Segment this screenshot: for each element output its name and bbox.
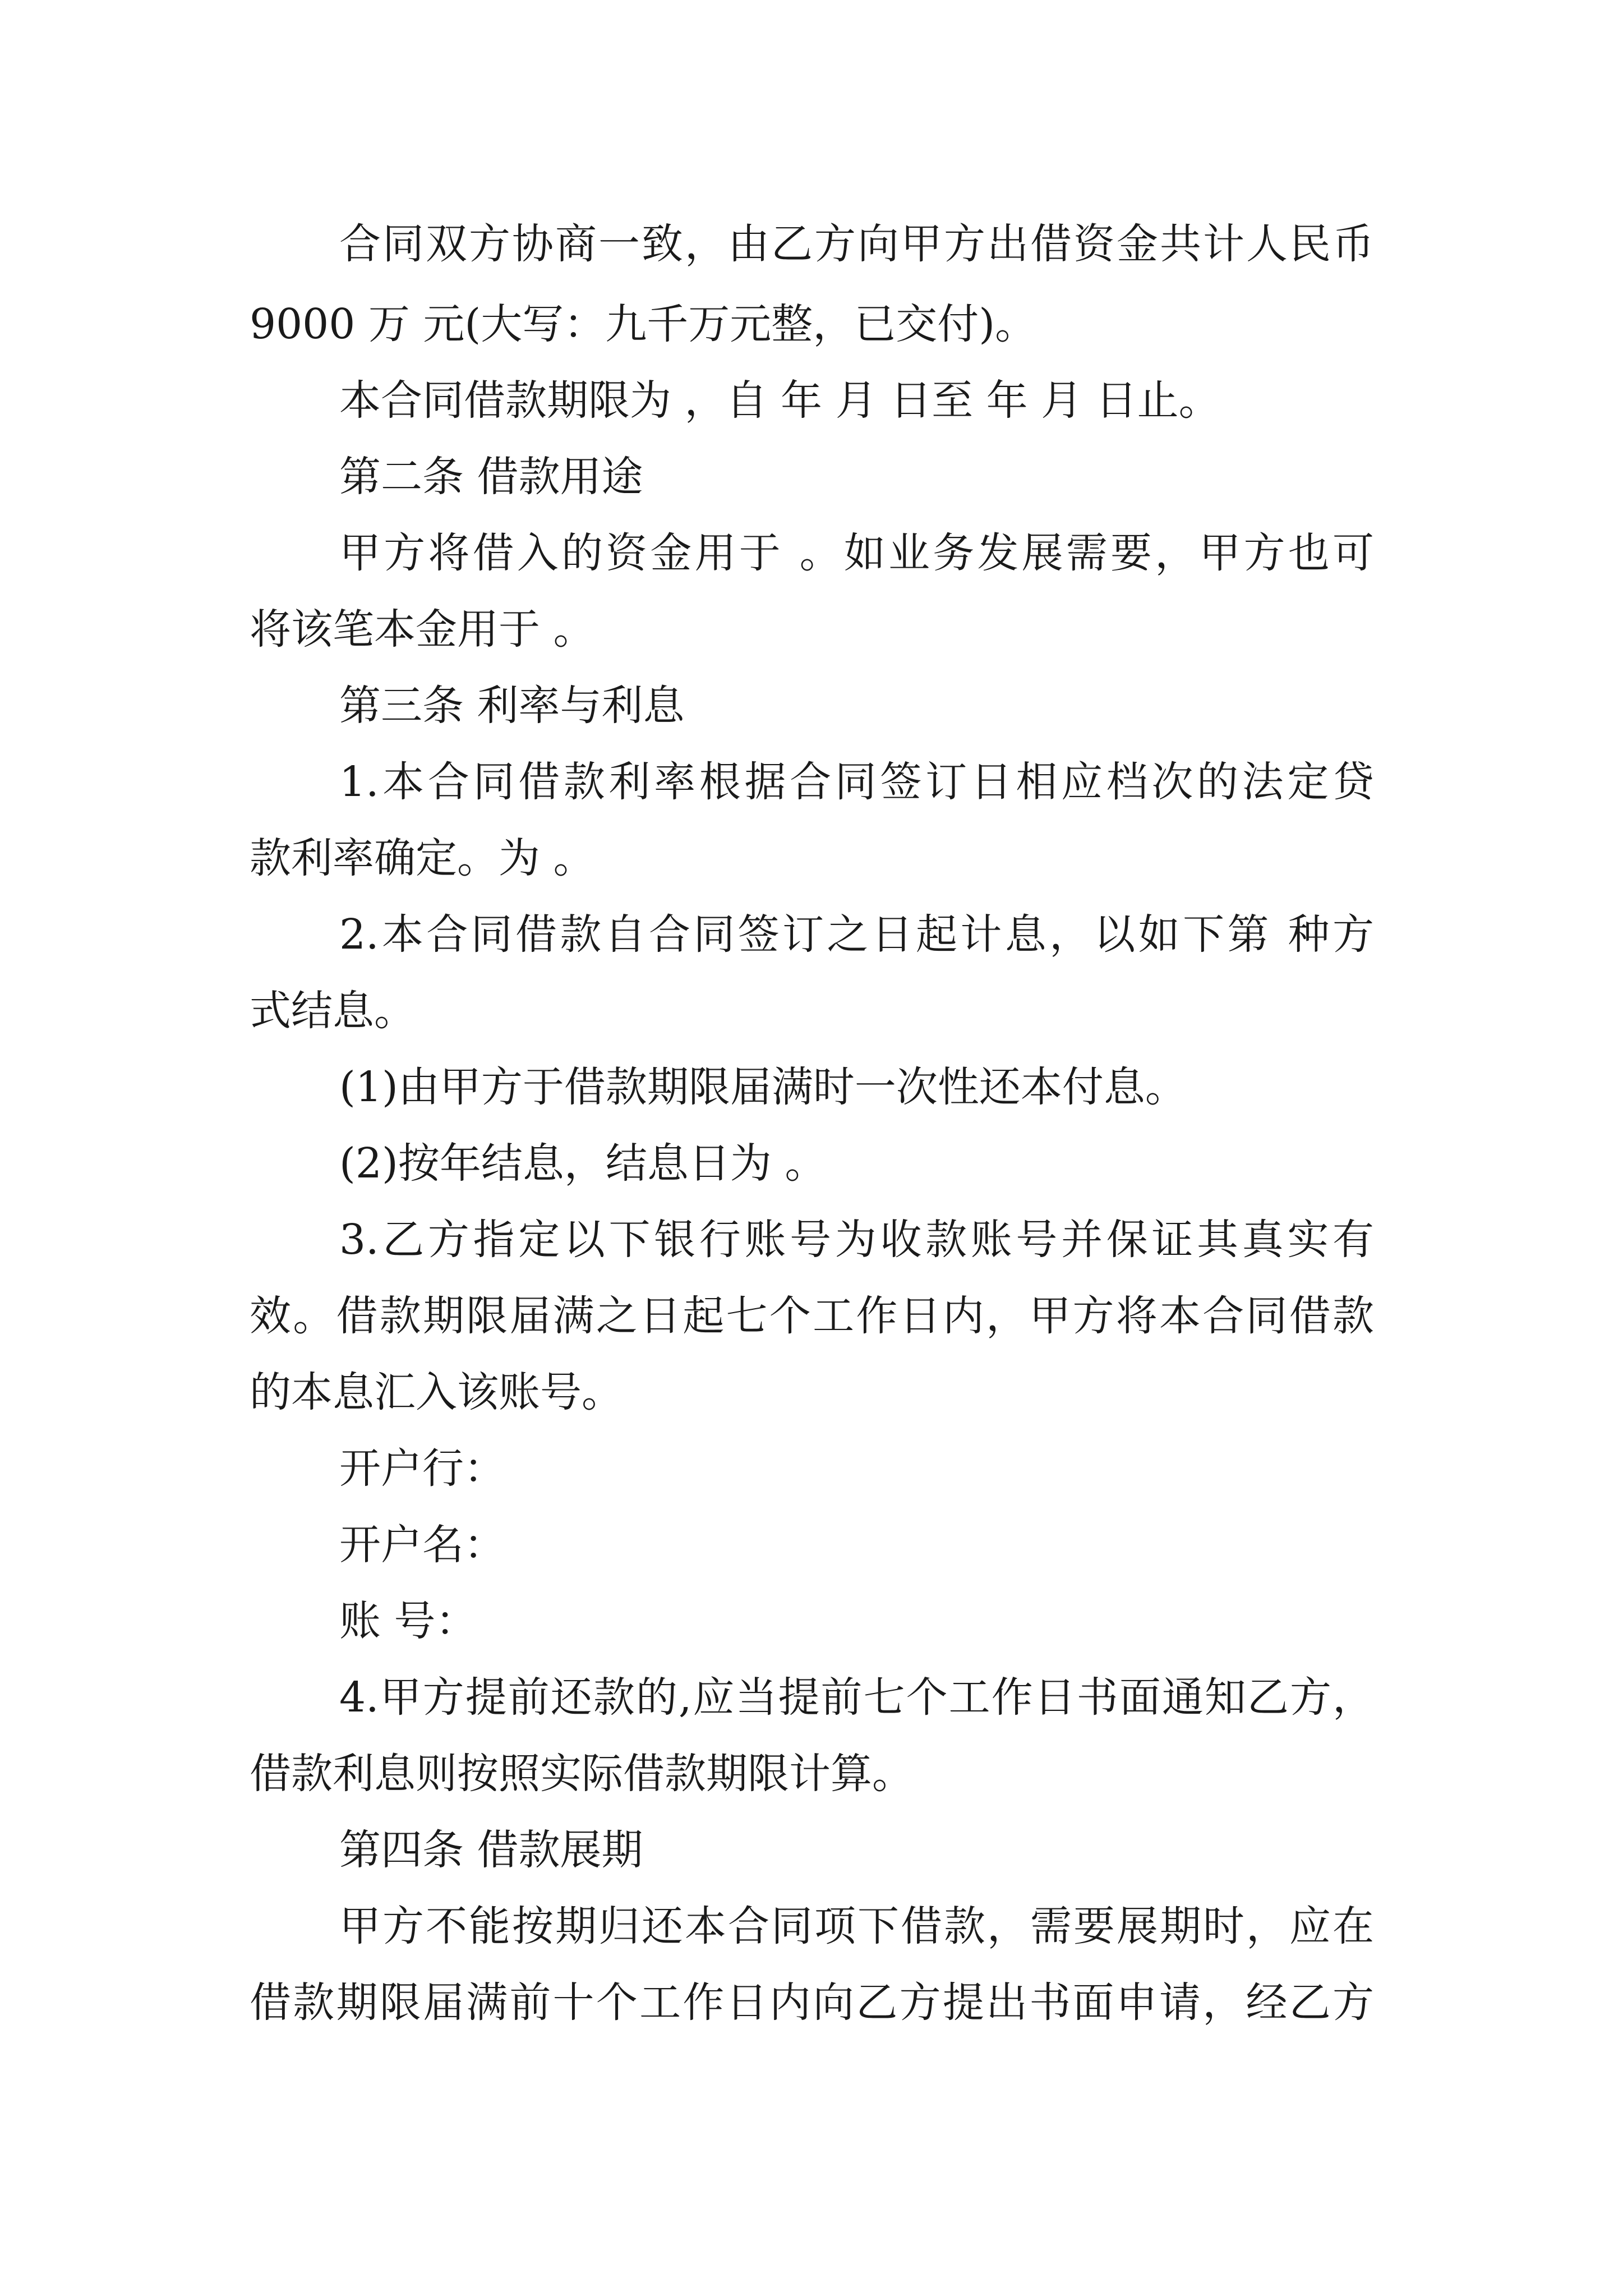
section-heading: 第三条 利率与利息 [339,682,685,730]
paragraph-line: 甲方将借入的资金用于 。如业务发展需要，甲方也可 [339,529,1374,577]
section-heading: 第二条 借款用途 [339,453,643,501]
paragraph-line: 合同双方协商一致，由乙方向甲方出借资金共计人民币 [339,220,1374,268]
paragraph-line: 2.本合同借款自合同签订之日起计息，以如下第 种方 [339,910,1374,959]
paragraph-line: 9000 万 元(大写：九千万元整，已交付)。 [250,300,1037,348]
paragraph-line: 4.甲方提前还款的,应当提前七个工作日书面通知乙方， [339,1673,1374,1722]
paragraph-line: 效。借款期限届满之日起七个工作日内，甲方将本合同借款 [250,1292,1374,1340]
account-name-label: 开户名： [339,1521,505,1569]
paragraph-line: 将该笔本金用于 。 [250,605,595,654]
paragraph-line: 式结息。 [250,987,416,1035]
paragraph-line: 的本息汇入该账号。 [250,1368,623,1416]
section-heading: 第四条 借款展期 [339,1826,643,1874]
paragraph-line: 1.本合同借款利率根据合同签订日相应档次的法定贷 [339,758,1374,806]
paragraph-line: 3.乙方指定以下银行账号为收款账号并保证其真实有 [339,1216,1374,1264]
paragraph-line: 本合同借款期限为 ，自 年 月 日至 年 月 日止。 [339,376,1220,425]
paragraph-line: 款利率确定。为 。 [250,834,595,882]
paragraph-line: 借款利息则按照实际借款期限计算。 [250,1750,914,1798]
account-number-label: 账 号： [339,1597,477,1645]
bank-field-label: 开户行： [339,1444,505,1493]
paragraph-line: (1)由甲方于借款期限届满时一次性还本付息。 [339,1063,1187,1111]
paragraph-line: 甲方不能按期归还本合同项下借款，需要展期时，应在 [339,1902,1374,1950]
paragraph-line: (2)按年结息，结息日为 。 [339,1139,827,1188]
paragraph-line: 借款期限届满前十个工作日内向乙方提出书面申请，经乙方 [250,1978,1374,2027]
